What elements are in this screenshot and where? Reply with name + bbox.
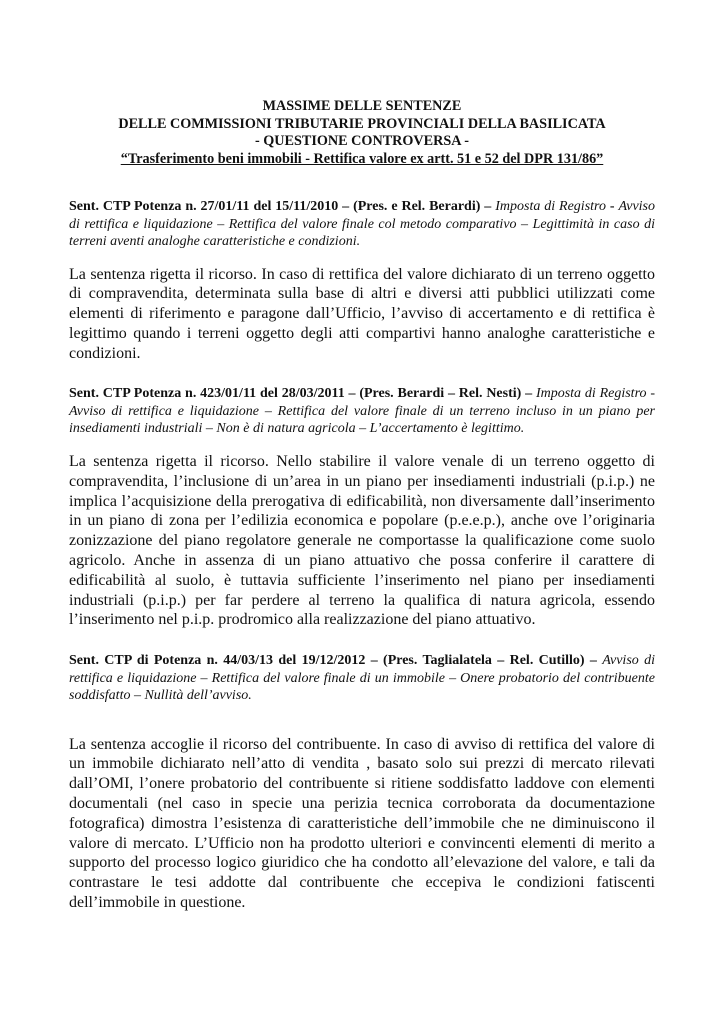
header-line-4 xyxy=(69,151,655,169)
header-line-4-main: “Trasferimento beni immobili - Rettifica valore xyxy=(120,150,411,167)
header-line-1: MASSIME DELLE SENTENZE xyxy=(262,98,462,114)
sentence-3-topic: Avviso di rettifica e liquidazione – Rettifica del valore finale di un immobile – Onere probatorio del contribuente soddisfatto – Nullità dell’avviso. xyxy=(69,653,655,704)
sentence-1-body: La sentenza rigetta il ricorso. In caso di rettifica del valore dichiarato di un terreno oggetto di compravendita, determinata sulla base di altri e diversi atti pubblici utilizzati come elementi di riferimento e paragone dall’Ufficio, l’avviso di accertamento e di rettifica è legittimo quando i terreni oggetto degli atti compartivi hanno analoghe caratteristiche e condizioni. xyxy=(69,265,655,362)
sentence-3-summary xyxy=(69,652,655,705)
sentence-1-summary xyxy=(69,198,655,251)
sentence-2-topic: Imposta di Registro - Avviso di rettifica e liquidazione – Rettifica del valore finale di un terreno incluso in un piano per insediamenti industriali – Non è di natura agricola – L’accertamento è legittimo. xyxy=(69,386,655,437)
header-line-2: DELLE COMMISSIONI TRIBUTARIE PROVINCIALI DELLA BASILICATA xyxy=(118,115,606,132)
sentence-1-topic-tail: Avviso di rettifica e liquidazione – Rettifica del valore finale col metodo comparativo – Legittimità in caso di terreni aventi analoghe caratteristiche e condizioni. xyxy=(69,199,655,249)
sentence-1-topic: Imposta di Registro xyxy=(495,199,606,214)
sentence-2-summary xyxy=(69,385,655,438)
sentence-2-reference: Sent. CTP Potenza n. 423/01/11 del 28/03/2011 – (Pres. Berardi – Rel. Nesti) – xyxy=(69,386,536,402)
header-line-3: - QUESTIONE CONTROVERSA - xyxy=(254,133,470,149)
sentence-2-body: La sentenza rigetta il ricorso. Nello stabilire il valore venale di un terreno oggetto di compravendita, l’inclusione di un’area in un piano per insediamenti industriali (p.i.p.) ne implica l’acquisizione della prerogativa di edificabilità, non diversamente dall’inserimento in un piano di zona per l’edilizia economica e popolare (p.e.e.p.), anche ove l’originaria zonizzazione del piano regolatore generale ne comportasse la qualificazione come suolo agricolo. Anche in assenza di un piano attuativo che possa conferire il carattere di edificabilità al suolo, è tuttavia sufficiente l’inserimento nel piano per insediamenti industriali (p.i.p.) per far perdere al terreno la qualifica di natura agricola, essendo l’inserimento nel p.i.p. prodromico alla realizzazione del piano attuativo. xyxy=(69,452,655,629)
sentence-3-reference: Sent. CTP di Potenza n. 44/03/13 del 19/12/2012 – (Pres. Taglialatela – Rel. Cutillo) – xyxy=(69,653,603,669)
sentence-1-reference-tail: - xyxy=(605,199,619,214)
header-line-4-sub: ex artt. 51 e 52 del DPR 131/86” xyxy=(410,150,604,167)
sentence-3-body: La sentenza accoglie il ricorso del contribuente. In caso di avviso di rettifica del valore di un immobile dichiarato nell’atto di vendita , basato solo sui prezzi di mercato rilevati dall’OMI, l’onere probatorio del contribuente si ritiene soddisfatto laddove con elementi documentali (nel caso in specie una perizia tecnica corroborata da documentazione fotografica) dimostra l’esistenza di caratteristiche dell’immobile che ne diminuiscono il valore di mercato. L’Ufficio non ha prodotto ulteriori e convincenti elementi di merito a supporto del processo logico giuridico che ha condotto all’elevazione del valore, e tali da contrastare le tesi addotte dal contribuente che eccepiva le condizioni fatiscenti dell’immobile in questione. xyxy=(69,735,655,912)
sentence-1-reference: Sent. CTP Potenza n. 27/01/11 del 15/11/2010 – (Pres. e Rel. Berardi) – xyxy=(69,199,496,214)
document-header xyxy=(69,98,655,168)
